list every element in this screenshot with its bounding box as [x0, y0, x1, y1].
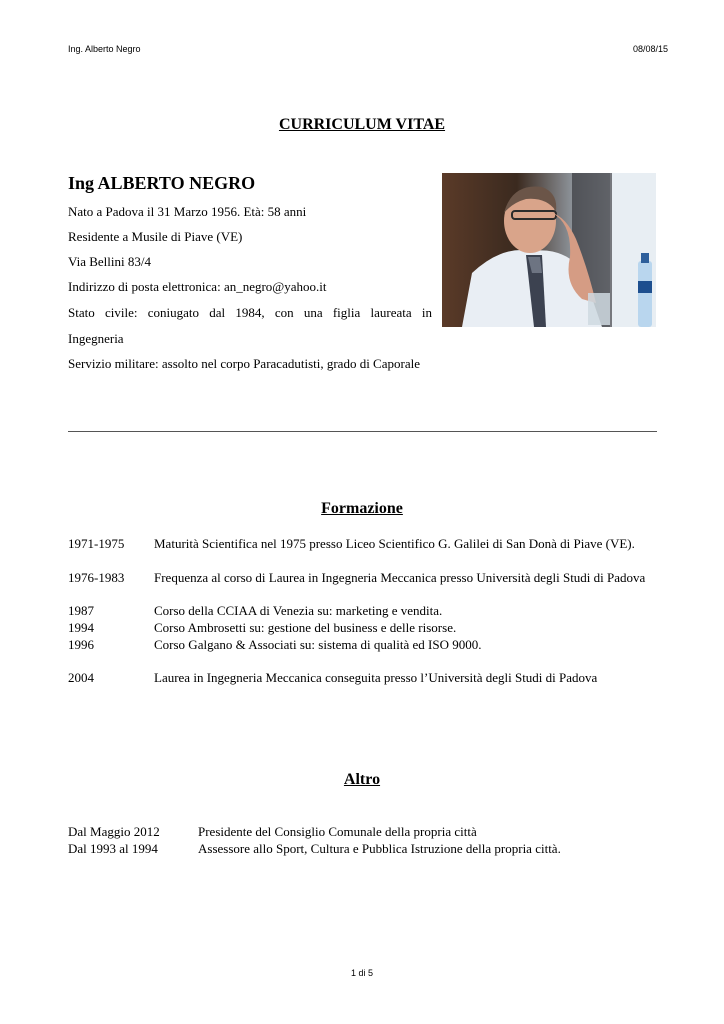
table-row — [68, 570, 668, 602]
table-row — [68, 637, 668, 653]
row-period: Dal Maggio 2012 — [68, 824, 160, 839]
address-line: Via Bellini 83/4 — [68, 254, 151, 269]
row-text: Maturità Scientifica nel 1975 presso Liceo Scientifico G. Galilei di San Donà di Piave (VE). — [154, 536, 635, 551]
row-period: 1976-1983 — [68, 570, 125, 585]
altro-title: Altro — [343, 771, 381, 788]
row-period: 1994 — [68, 620, 94, 635]
table-row — [68, 536, 668, 568]
row-text: Presidente del Consiglio Comunale della propria città — [198, 824, 477, 839]
person-name: Ing ALBERTO NEGRO — [68, 173, 256, 193]
row-text: Frequenza al corso di Laurea in Ingegneria Meccanica presso Università degli Studi di Padova — [154, 570, 646, 585]
table-row — [68, 841, 668, 857]
row-text: Laurea in Ingegneria Meccanica conseguita presso l’Università degli Studi di Padova — [154, 670, 598, 685]
row-text: Corso Ambrosetti su: gestione del business e delle risorse. — [154, 620, 457, 635]
email-line: Indirizzo di posta elettronica: an_negro@yahoo.it — [68, 279, 327, 294]
page-number: 1 di 5 — [350, 968, 374, 978]
table-row — [68, 670, 668, 686]
header-date: 08/08/15 — [632, 44, 668, 54]
table-row — [68, 603, 668, 619]
military-line: Servizio militare: assolto nel corpo Paracadutisti, grado di Caporale — [68, 356, 420, 371]
header-author: Ing. Alberto Negro — [68, 44, 141, 54]
civil-status-line: Stato civile: coniugato dal 1984, con una figlia laureata in — [68, 305, 432, 320]
row-period: 1987 — [68, 603, 94, 618]
table-row — [68, 824, 668, 840]
birth-line: Nato a Padova il 31 Marzo 1956. Età: 58 anni — [68, 204, 307, 219]
document-title: CURRICULUM VITAE — [278, 116, 446, 133]
row-period: 1996 — [68, 637, 94, 652]
row-text: Assessore allo Sport, Cultura e Pubblica Istruzione della propria città. — [198, 841, 561, 856]
residence-line: Residente a Musile di Piave (VE) — [68, 229, 243, 244]
row-period: 2004 — [68, 670, 94, 685]
civil-status-line-2: Ingegneria — [68, 331, 124, 346]
row-text: Corso della CCIAA di Venezia su: marketing e vendita. — [154, 603, 443, 618]
row-text: Corso Galgano & Associati su: sistema di qualità ed ISO 9000. — [154, 637, 482, 652]
profile-photo — [442, 173, 656, 327]
row-period: 1971-1975 — [68, 536, 125, 551]
formazione-title: Formazione — [321, 500, 403, 517]
profile-photo-drawing — [442, 173, 656, 327]
section-divider — [68, 431, 657, 432]
table-row — [68, 620, 668, 636]
row-period: Dal 1993 al 1994 — [68, 841, 158, 856]
